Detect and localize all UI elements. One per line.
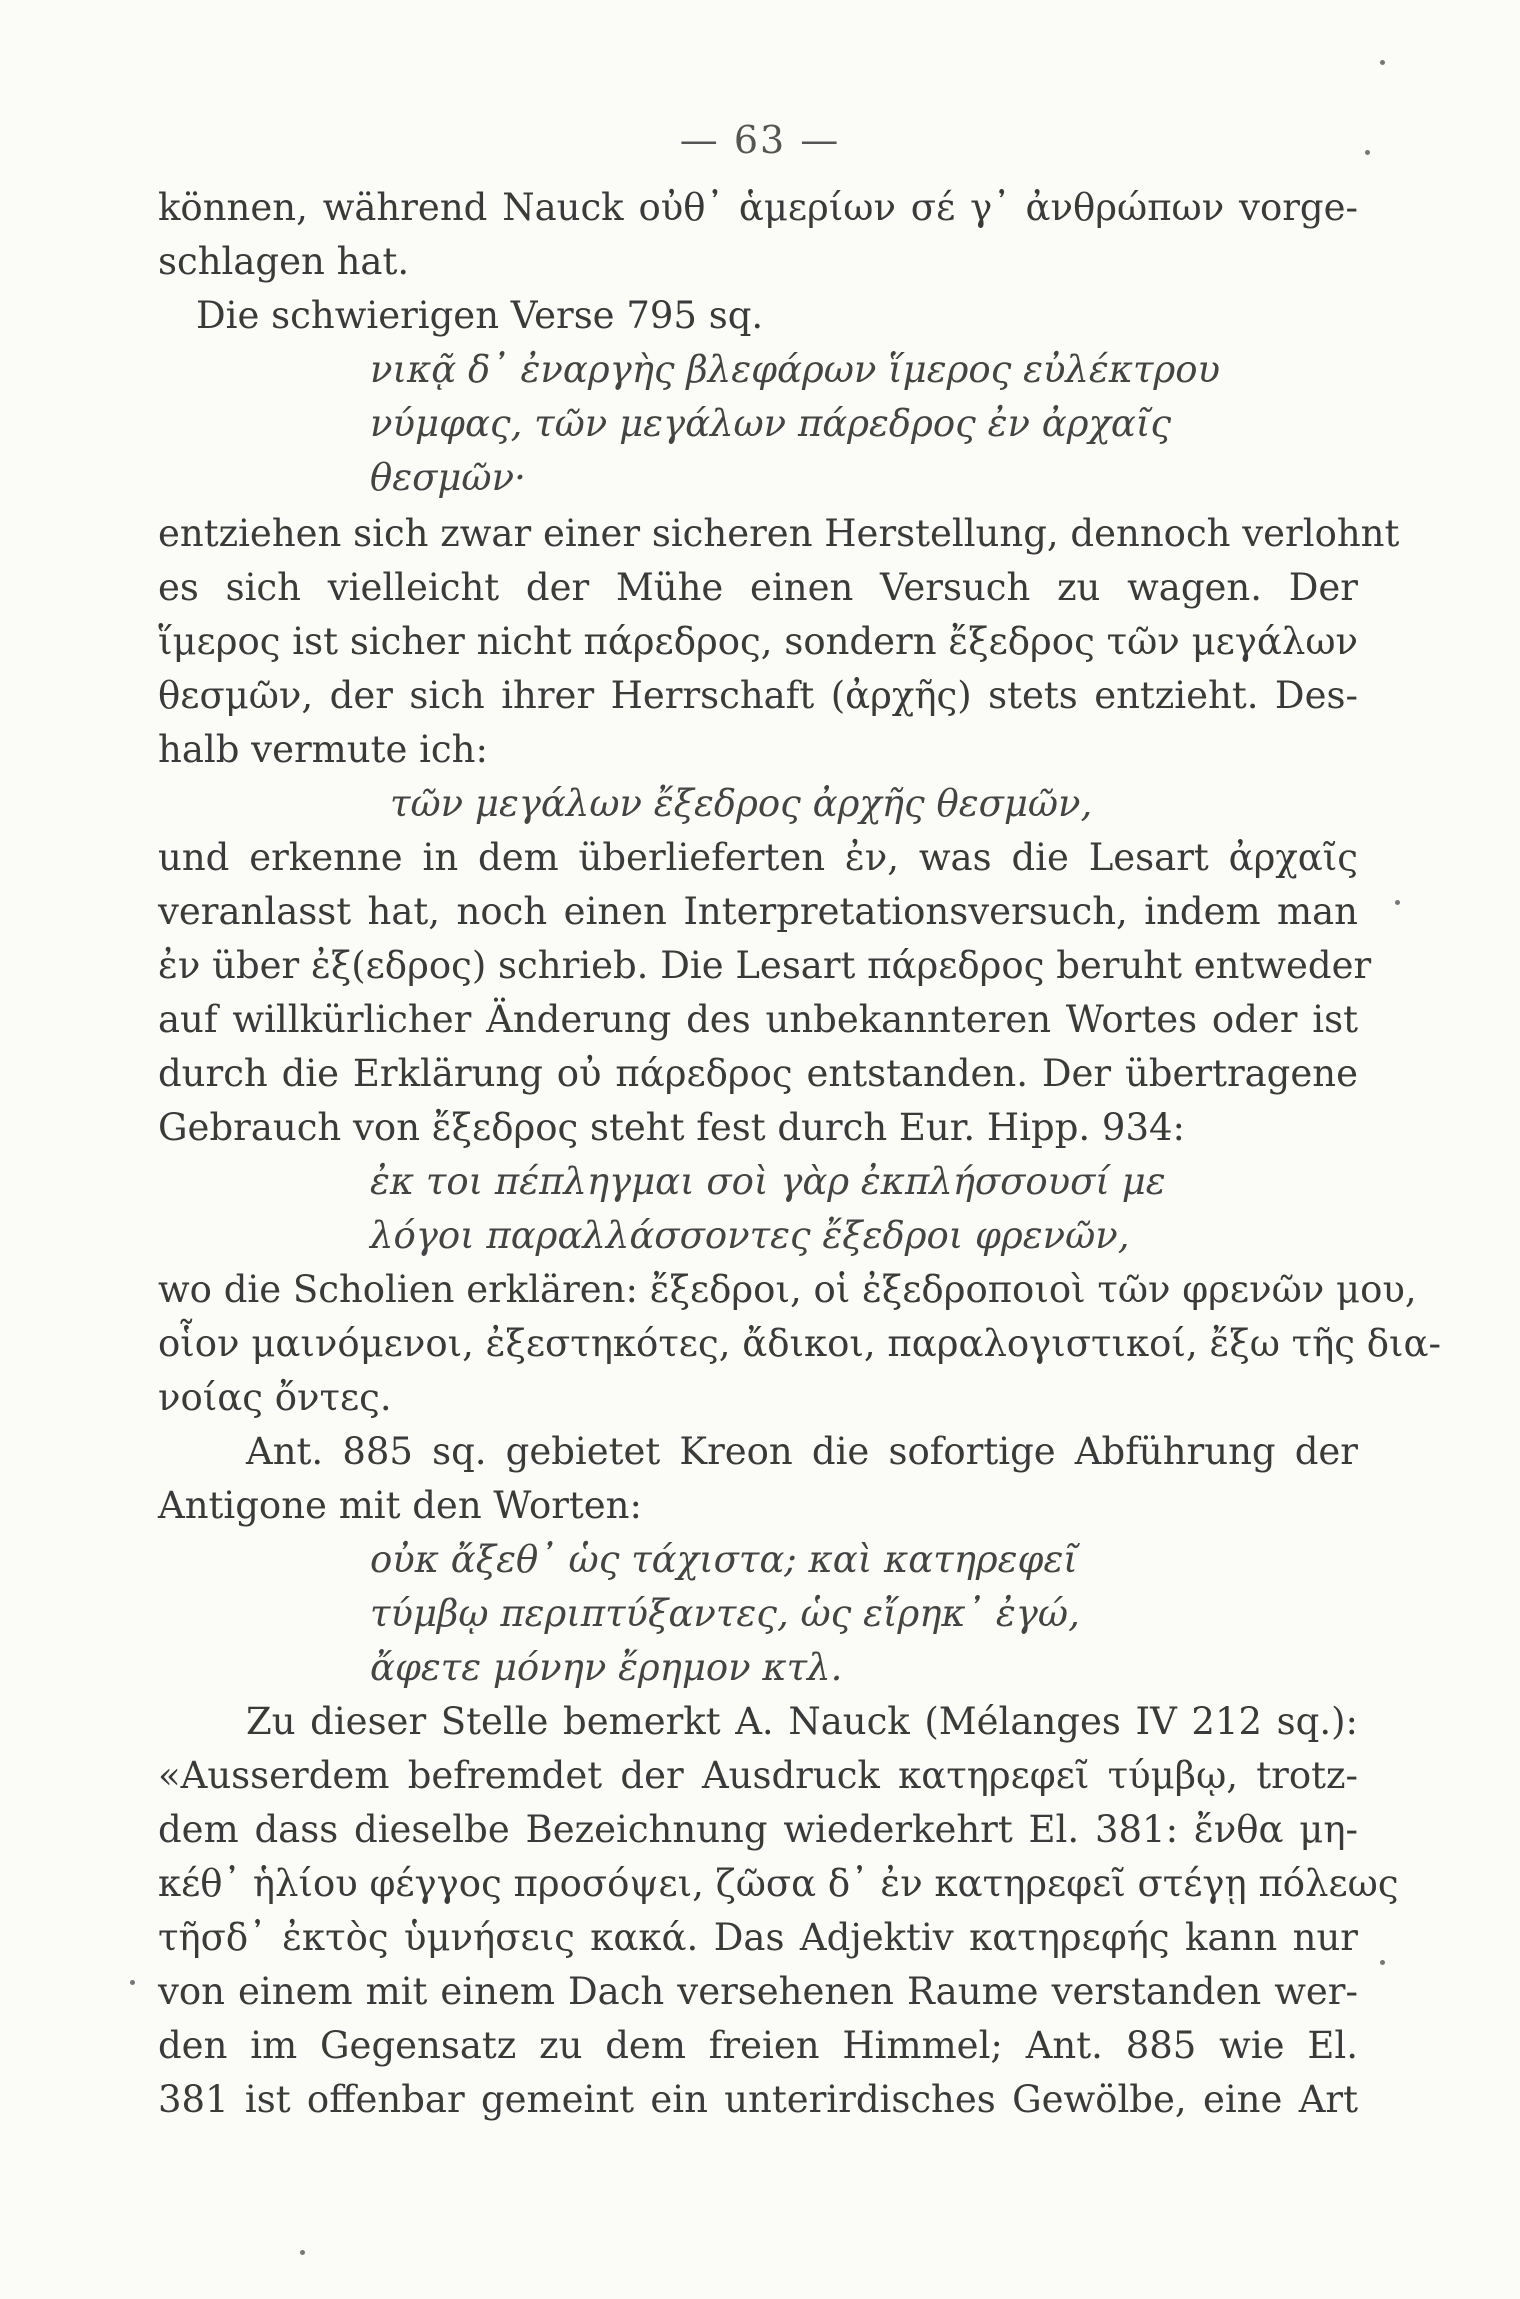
text-line: Zu dieser Stelle bemerkt A. Nauck (Mélanges IV 212 sq.): <box>246 1700 1358 1743</box>
print-speck <box>1380 1960 1385 1965</box>
print-speck <box>1395 900 1400 905</box>
verse-line: θεσμῶν· <box>370 456 526 499</box>
text-line: den im Gegensatz zu dem freien Himmel; Ant. 885 wie El. <box>158 2024 1358 2067</box>
text-line: wo die Scholien erklären: ἔξεδροι, οἱ ἐξεδροποιοὶ τῶν φρενῶν μου, <box>158 1268 1417 1311</box>
text-line: durch die Erklärung οὐ πάρεδρος entstanden. Der übertragene <box>158 1052 1358 1095</box>
text-line: ἐν über ἐξ(εδρος) schrieb. Die Lesart πάρεδρος beruht entweder <box>158 944 1372 987</box>
print-speck <box>300 2250 305 2255</box>
text-line: schlagen hat. <box>158 240 410 283</box>
verse-line: τῶν μεγάλων ἔξεδρος ἀρχῆς θεσμῶν, <box>390 782 1093 825</box>
verse-line: νύμφας, τῶν μεγάλων πάρεδρος ἐν ἀρχαῖς <box>370 402 1172 445</box>
text-line: κέθ᾽ ἡλίου φέγγος προσόψει, ζῶσα δ᾽ ἐν κατηρεφεῖ στέγῃ πόλεως <box>158 1862 1399 1905</box>
text-line: auf willkürlicher Änderung des unbekannteren Wortes oder ist <box>158 998 1358 1041</box>
text-line: Gebrauch von ἔξεδρος steht fest durch Eur. Hipp. 934: <box>158 1106 1185 1149</box>
text-line: «Ausserdem befremdet der Ausdruck κατηρεφεῖ τύμβῳ, trotz- <box>158 1754 1358 1797</box>
verse-line: ἄφετε μόνην ἔρημον κτλ. <box>370 1646 843 1689</box>
text-line: νοίας ὄντες. <box>158 1376 392 1419</box>
text-line: θεσμῶν, der sich ihrer Herrschaft (ἀρχῆς) stets entzieht. Des- <box>158 674 1358 717</box>
text-line: können, während Nauck οὐθ᾽ ἁμερίων σέ γ᾽ ἀνθρώπων vorge- <box>158 186 1358 229</box>
text-line: τῆσδ᾽ ἐκτὸς ὑμνήσεις κακά. Das Adjektiv κατηρεφής kann nur <box>158 1916 1358 1959</box>
text-line: Die schwierigen Verse 795 sq. <box>196 294 764 337</box>
text-line: es sich vielleicht der Mühe einen Versuch zu wagen. Der <box>158 566 1358 609</box>
text-line: von einem mit einem Dach versehenen Raume verstanden wer- <box>158 1970 1358 2013</box>
page-number: — 63 — <box>679 118 841 162</box>
verse-line: τύμβῳ περιπτύξαντες, ὡς εἴρηκ᾽ ἐγώ, <box>370 1592 1080 1635</box>
verse-line: λόγοι παραλλάσσοντες ἔξεδροι φρενῶν, <box>370 1214 1130 1257</box>
text-line: 381 ist offenbar gemeint ein unterirdisches Gewölbe, eine Art <box>158 2078 1358 2121</box>
print-speck <box>130 1980 135 1985</box>
print-speck <box>1380 60 1385 65</box>
text-line: entziehen sich zwar einer sicheren Herstellung, dennoch verlohnt <box>158 512 1400 555</box>
print-speck <box>1365 150 1370 155</box>
text-line: und erkenne in dem überlieferten ἐν, was die Lesart ἀρχαῖς <box>158 836 1358 879</box>
text-line: Ant. 885 sq. gebietet Kreon die sofortige Abführung der <box>246 1430 1358 1473</box>
text-line: halb vermute ich: <box>158 728 488 771</box>
verse-line: ἐκ τοι πέπληγμαι σοὶ γὰρ ἐκπλήσσουσί με <box>370 1160 1166 1203</box>
verse-line: οὐκ ἄξεθ᾽ ὡς τάχιστα; καὶ κατηρεφεῖ <box>370 1538 1078 1581</box>
text-line: οἷον μαινόμενοι, ἐξεστηκότες, ἄδικοι, παραλογιστικοί, ἔξω τῆς δια- <box>158 1322 1442 1365</box>
text-line: ἵμερος ist sicher nicht πάρεδρος, sondern ἔξεδρος τῶν μεγάλων <box>158 620 1358 663</box>
text-line: veranlasst hat, noch einen Interpretationsversuch, indem man <box>158 890 1358 933</box>
text-line: Antigone mit den Worten: <box>158 1484 642 1527</box>
text-line: dem dass dieselbe Bezeichnung wiederkehrt El. 381: ἔνθα μη- <box>158 1808 1358 1851</box>
verse-line: νικᾷ δ᾽ ἐναργὴς βλεφάρων ἵμερος εὐλέκτρου <box>370 348 1220 391</box>
